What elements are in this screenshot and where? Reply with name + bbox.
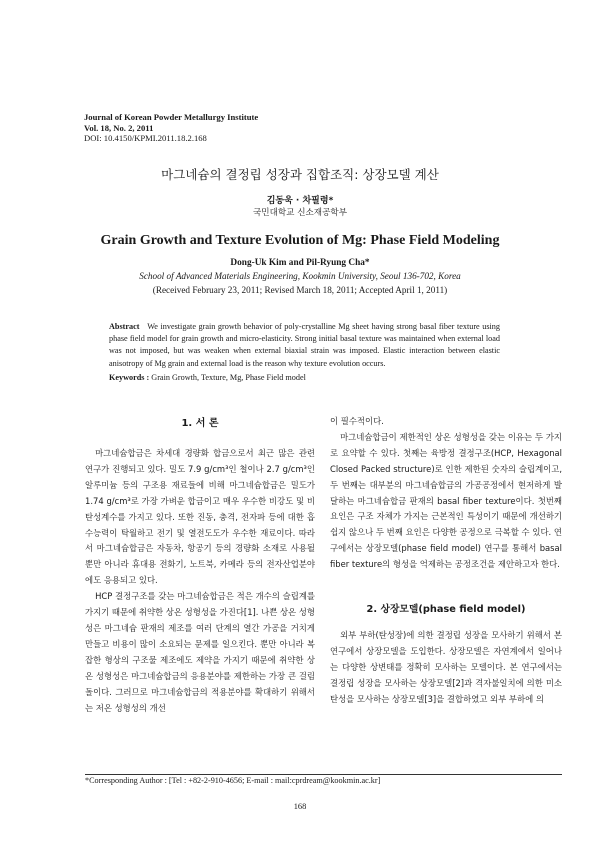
paragraph: 마그네슘합금은 차세대 경량화 합금으로서 최근 많은 관련 연구가 진행되고 있다. 밀도 7.9 g/cm³인 철이나 2.7 g/cm³인 알루미늄 등의 구조용 재료들에 비해 마그네슘합금은 밀도가 1.74 g/cm³로 가장 가벼운 합금이고 매우 우수한 비강도 및 비탄성계수를 가지고 있다. 또한 진동, 충격, 전자파 등에 대한 흡수능력이 탁월하고 전기 및 열전도도가 우수한 재료이다. 따라서 마그네슘합금은 자동차, 항공기 등의 경량화 소재로 사용될 뿐만 아니라 휴대용 전화기, 노트북, 카메라 등의 전자산업분야에도 응용되고 있다. (85, 448, 315, 586)
journal-volume: Vol. 18, No. 2, 2011 (84, 122, 154, 133)
paragraph: HCP 결정구조를 갖는 마그네슘합금은 적은 개수의 슬립계를 가지기 때문에 취약한 상온 성형성을 가진다[1]. 나쁜 상온 성형성은 마그네슘 판재의 제조를 여러 단계의 열간 가공을 거치게 만들고 비용이 많이 소요되는 문제를 일으킨다. 뿐만 아니라 복잡한 형상의 구조물 제조에도 제약을 가지기 때문에 취약한 상온 성형성은 마그네슘합금의 응용분야를 제한하는 가장 큰 걸림돌이다. 그러므로 마그네슘합금의 적용분야를 확대하기 위해서는 저온 성형성의 개선 (85, 591, 315, 713)
paragraph: 마그네슘합금이 제한적인 상온 성형성을 갖는 이유는 두 가지로 요약할 수 있다. 첫째는 육방정 결정구조(HCP, Hexagonal Closed Packed structure)로 인한 제한된 숫자의 슬립계이고, 두 번째는 대부분의 마그네슘합금의 가공공정에서 현저하게 발달하는 마그네슘합금 판재의 basal fiber texture이다. 첫번째 요인은 구조 자체가 가지는 근본적인 특성이기 때문에 개선하기 쉽지 않으나 두 번째 요인은 다양한 공정으로 극복할 수 있다. 연구에서는 상장모델(phase field model) 연구를 통해서 basal fiber texture의 형성을 억제하는 공정조건을 제안하고자 한다. (330, 431, 562, 570)
keywords-label: Keywords : (109, 373, 150, 382)
body-column-right-continued (330, 628, 562, 708)
authors-korean: 김동욱 · 차필령* (266, 196, 334, 206)
affiliation-english: School of Advanced Materials Engineering, Kookmin University, Seoul 136-702, Korea (139, 271, 461, 281)
paragraph: 이 필수적이다. (330, 416, 384, 426)
keywords-text: Grain Growth, Texture, Mg, Phase Field model (151, 373, 306, 382)
keywords (109, 373, 500, 382)
journal-name: Journal of Korean Powder Metallurgy Institute (84, 112, 259, 122)
received-dates: (Received February 23, 2011; Revised March 18, 2011; Accepted April 1, 2011) (152, 285, 448, 295)
journal-doi: DOI: 10.4150/KPMI.2011.18.2.168 (84, 133, 207, 143)
section-heading-phase-field-model: 2. 상장모델(phase field model) (366, 604, 526, 615)
body-column-left (85, 446, 315, 716)
paragraph: 외부 부하(탄성장)에 의한 결정립 성장을 모사하기 위해서 본 연구에서 상장모델을 도입한다. 상장모델은 자연계에서 일어나는 다양한 상변태를 정확히 모사하는 모델이다. 본 연구에서는 결정립 성장을 모사하는 상장모델[2]과 격자불일치에 의한 미소탄성을 모사하는 상장모델[3]을 결합하였고 외부 부하에 의 (330, 630, 562, 704)
title-english: Grain Growth and Texture Evolution of Mg: Phase Field Modeling (100, 233, 500, 248)
page-number: 168 (293, 802, 307, 811)
abstract (109, 321, 500, 370)
corresponding-author-footnote: *Corresponding Author : [Tel : +82-2-910-4656; E-mail : mail:cprdream@kookmin.ac.kr] (85, 776, 381, 785)
authors-english: Dong-Uk Kim and Pil-Ryung Cha* (230, 258, 370, 268)
abstract-text: We investigate grain growth behavior of poly-crystalline Mg sheet having strong basal fiber texture using phase field model for grain growth and micro-elasticity. Strong initial basal texture was maintained when external load was not imposed, but was weaken when external biaxial strain was imposed. Elastic interaction between elastic anisotropy of Mg grain and external load is the reason why texture evolution occurs. (109, 322, 500, 368)
journal-header (84, 112, 258, 144)
section-heading-introduction: 1. 서 론 (181, 418, 219, 429)
affiliation-korean: 국민대학교 신소재공학부 (252, 208, 348, 218)
title-korean: 마그네슘의 결정립 성장과 집합조직: 상장모델 계산 (161, 167, 439, 182)
abstract-label: Abstract (109, 322, 140, 331)
body-column-right (330, 414, 562, 573)
footnote-divider (85, 774, 562, 775)
